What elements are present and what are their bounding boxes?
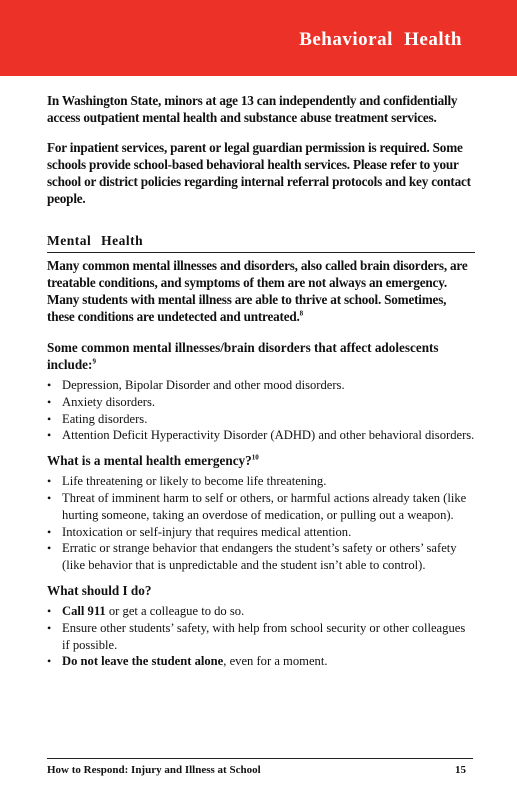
call-911-text: Call 911 [62, 603, 106, 618]
list-item: • Depression, Bipolar Disorder and other mood disorders. [47, 377, 475, 394]
list-item: • Intoxication or self-injury that requires medical attention. [47, 524, 475, 541]
footnote-ref-9: 9 [92, 357, 96, 366]
should-do-heading: What should I do? [47, 582, 152, 598]
list-item: • Life threatening or likely to become life threatening. [47, 473, 475, 490]
list-item-text: or get a colleague to do so. [105, 603, 245, 618]
list-item: • Anxiety disorders. [47, 394, 475, 411]
list-item: • Erratic or strange behavior that endangers the student’s safety or others’ safety (like behavior that is unpredictable and the student isn’t able to control). [47, 540, 475, 574]
mental-health-intro [47, 257, 475, 325]
footnote-ref-8: 8 [299, 309, 303, 318]
list-item: • Threat of imminent harm to self or others, or harmful actions already taken (like hurting someone, taking an overdose of medication, or pulling out a weapon). [47, 490, 475, 524]
emergency-list [47, 473, 475, 574]
list-item-text: , even for a moment. [223, 654, 328, 669]
emergency-heading-text: What is a mental health emergency? [47, 453, 252, 469]
page-content [47, 92, 475, 678]
emergency-heading [47, 452, 475, 469]
intro-paragraph-2: For inpatient services, parent or legal guardian permission is required. Some schools provide school-based behavioral health services. Please refer to your school or district policies regarding internal referral protocols and key contact people. [47, 140, 471, 206]
do-not-leave-text: Do not leave the student alone [62, 654, 224, 669]
list-item [47, 603, 475, 620]
list-item: • Ensure other students’ safety, with help from school security or other colleagues if possible. [47, 620, 475, 654]
list-item: • Attention Deficit Hyperactivity Disorder (ADHD) and other behavioral disorders. [47, 427, 475, 444]
page-title: Behavioral Health [299, 29, 462, 50]
disorders-heading-text: Some common mental illnesses/brain disorders that affect adolescents include: [47, 340, 439, 372]
should-do-list [47, 603, 475, 670]
page-number: 15 [455, 764, 466, 776]
header-banner [0, 0, 517, 76]
footer-title: How to Respond: Injury and Illness at School [47, 764, 261, 776]
footnote-ref-10: 10 [251, 453, 259, 462]
disorders-heading [47, 339, 475, 373]
mental-health-intro-text: Many common mental illnesses and disorders, also called brain disorders, are treatable conditions, and symptoms of them are not always an emergency. Many students with mental illness are able to thrive at school. Sometimes, these conditions are undetected and untreated. [47, 258, 468, 324]
list-item: • Eating disorders. [47, 411, 475, 428]
intro-paragraph-1: In Washington State, minors at age 13 can independently and confidentially access outpatient mental health and substance abuse treatment services. [47, 93, 458, 125]
list-item [47, 653, 475, 670]
page-footer [47, 758, 473, 776]
disorders-list [47, 377, 475, 444]
section-heading-mental-health: Mental Health [47, 233, 475, 253]
